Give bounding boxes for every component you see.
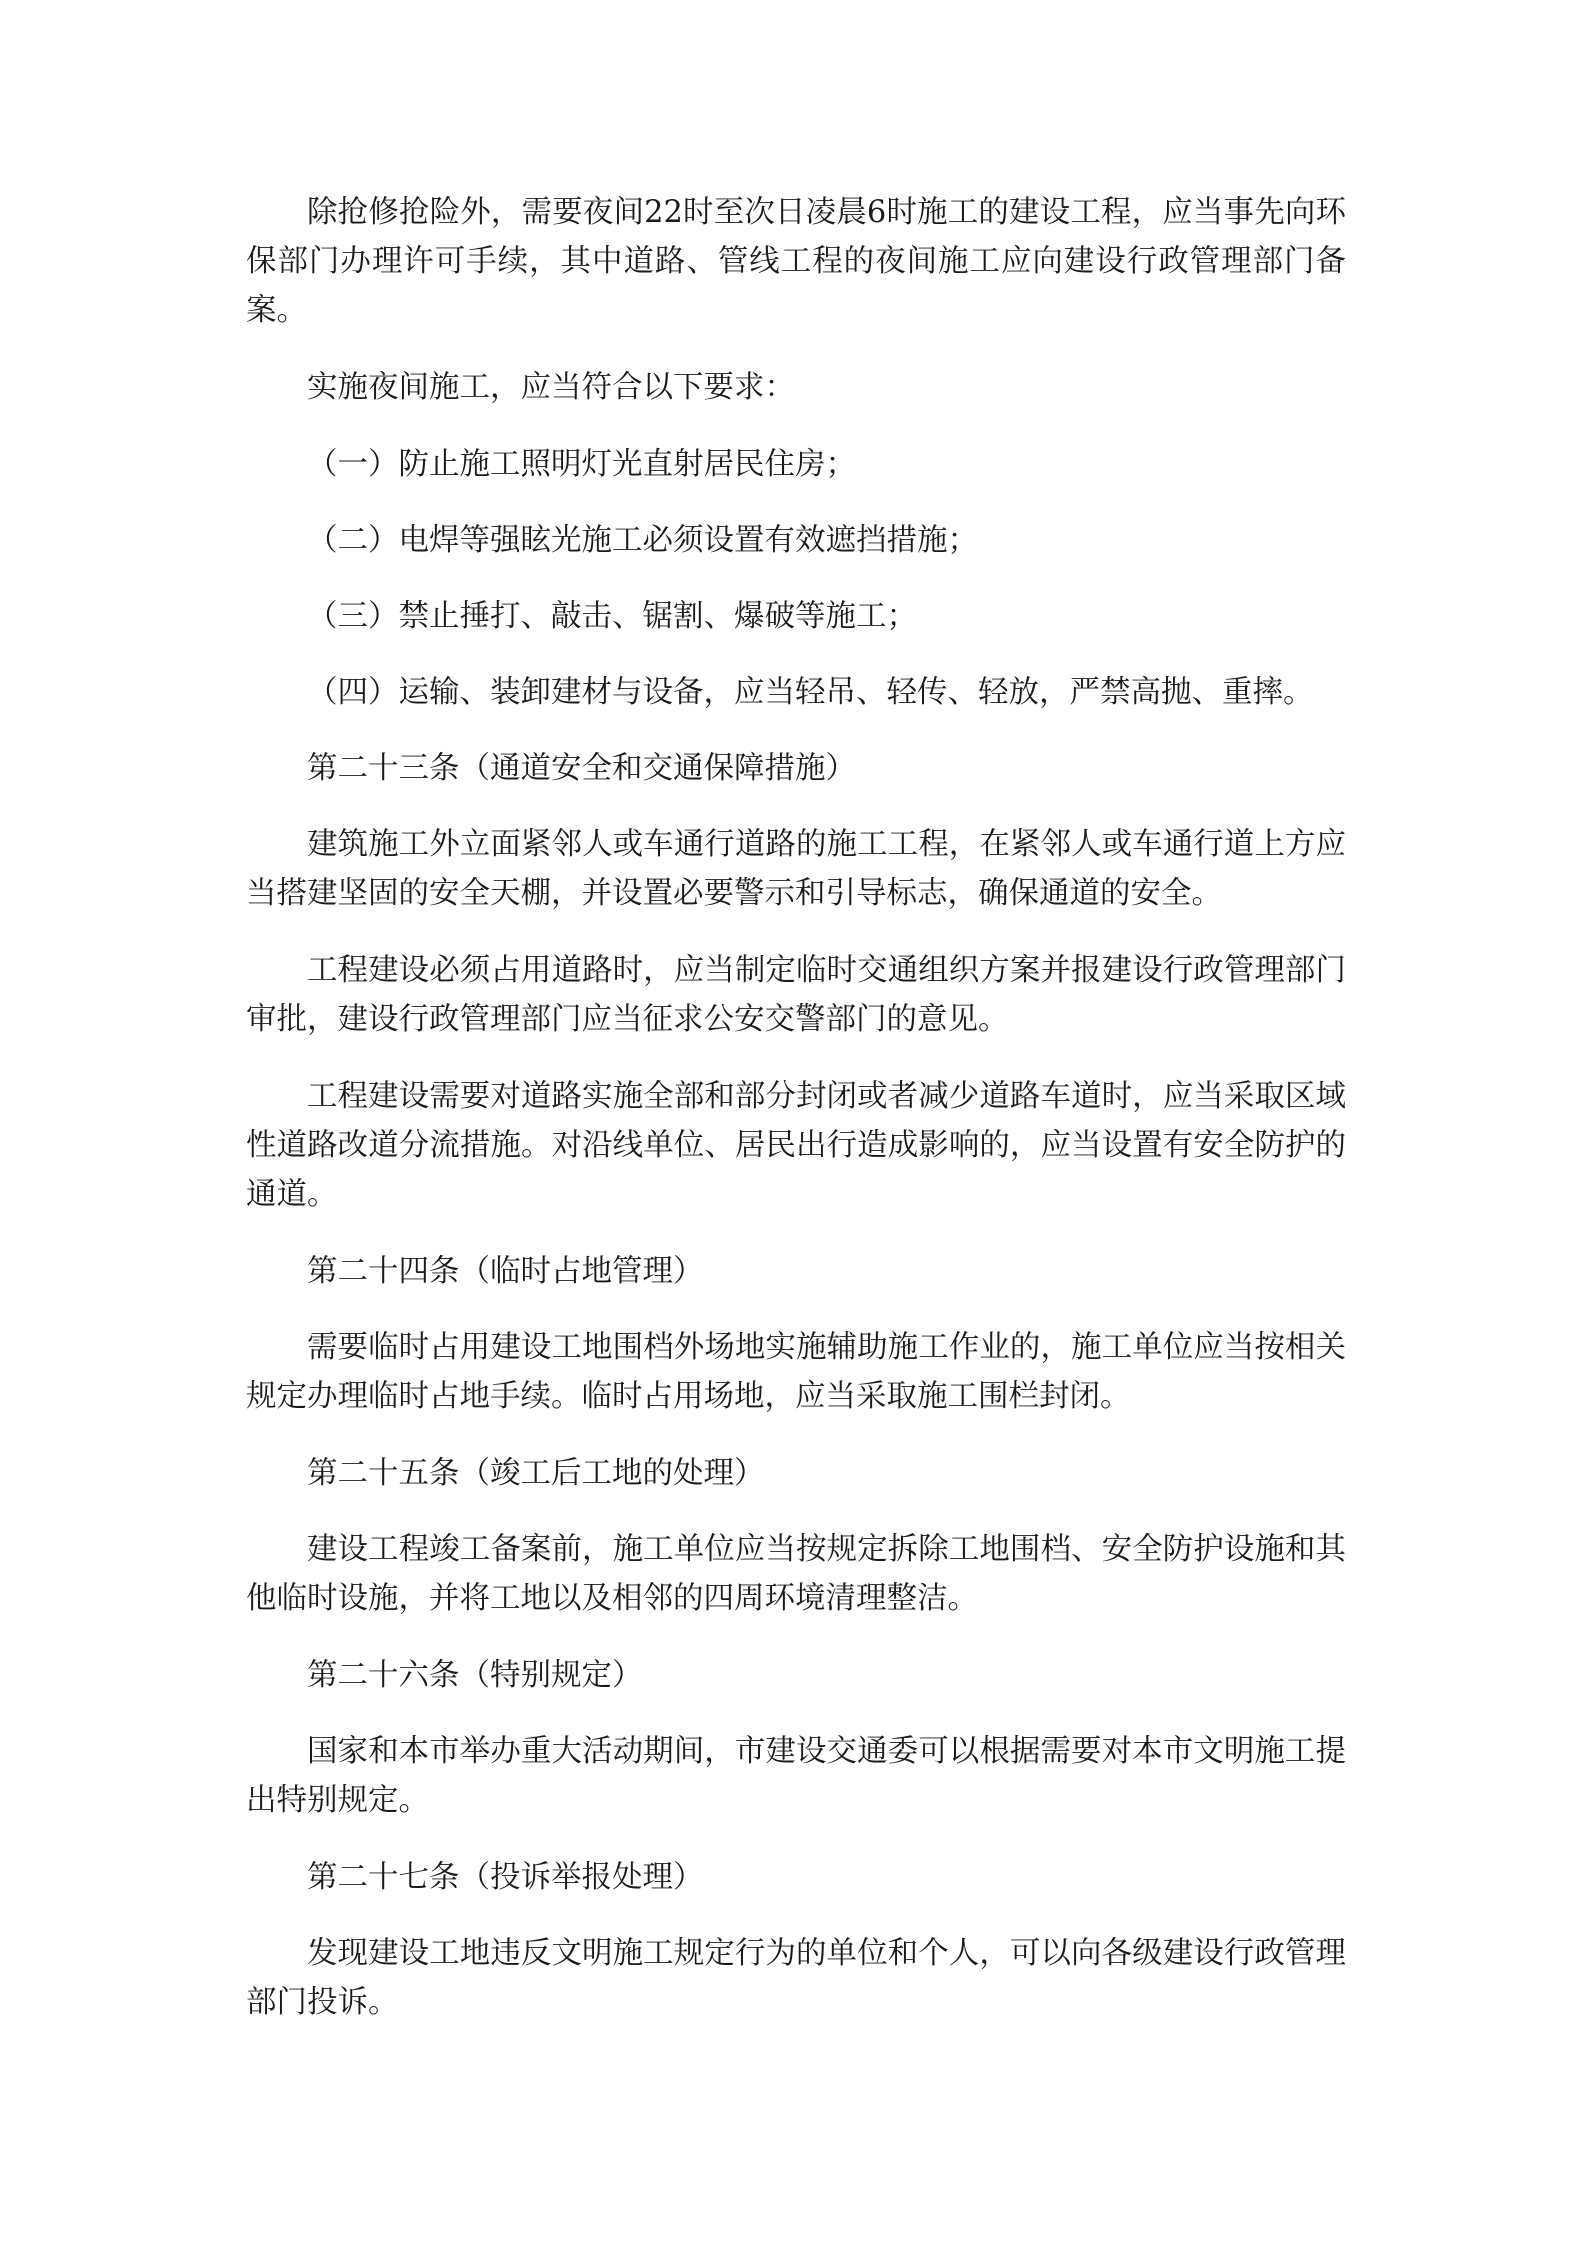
article-27-heading: 第二十七条（投诉举报处理）	[307, 1860, 704, 1895]
list-item-1: （一）防止施工照明灯光直射居民住房；	[307, 447, 856, 482]
paragraph-road-closure: 工程建设需要对道路实施全部和部分封闭或者减少道路车道时，应当采取区域性道路改道分流措施。对沿线单位、居民出行造成影响的，应当设置有安全防护的通道。	[246, 1079, 1346, 1212]
paragraph-safety-canopy: 建筑施工外立面紧邻人或车通行道路的施工工程，在紧邻人或车通行道上方应当搭建坚固的安全天棚，并设置必要警示和引导标志，确保通道的安全。	[246, 827, 1346, 911]
paragraph-night-work-permit: 除抢修抢险外，需要夜间22时至次日凌晨6时施工的建设工程，应当事先向环保部门办理许可手续，其中道路、管线工程的夜间施工应向建设行政管理部门备案。	[246, 195, 1346, 328]
article-25-heading: 第二十五条（竣工后工地的处理）	[307, 1456, 765, 1491]
article-23-heading: 第二十三条（通道安全和交通保障措施）	[307, 751, 856, 786]
paragraph-road-occupation: 工程建设必须占用道路时，应当制定临时交通组织方案并报建设行政管理部门审批，建设行政管理部门应当征求公安交警部门的意见。	[246, 953, 1346, 1037]
document-body	[246, 188, 1346, 2055]
article-26-heading: 第二十六条（特别规定）	[307, 1658, 643, 1693]
paragraph-complaints: 发现建设工地违反文明施工规定行为的单位和个人，可以向各级建设行政管理部门投诉。	[246, 1936, 1346, 2020]
paragraph-site-cleanup: 建设工程竣工备案前，施工单位应当按规定拆除工地围档、安全防护设施和其他临时设施，并将工地以及相邻的四周环境清理整洁。	[246, 1532, 1346, 1616]
paragraph-special-provisions: 国家和本市举办重大活动期间，市建设交通委可以根据需要对本市文明施工提出特别规定。	[246, 1734, 1346, 1818]
list-item-3: （三）禁止捶打、敲击、锯割、爆破等施工；	[307, 599, 917, 634]
article-24-heading: 第二十四条（临时占地管理）	[307, 1254, 704, 1289]
paragraph-temporary-land-use: 需要临时占用建设工地围档外场地实施辅助施工作业的，施工单位应当按相关规定办理临时占地手续。临时占用场地，应当采取施工围栏封闭。	[246, 1330, 1346, 1414]
list-item-2: （二）电焊等强眩光施工必须设置有效遮挡措施；	[307, 523, 978, 558]
paragraph-night-work-requirements: 实施夜间施工，应当符合以下要求：	[307, 370, 795, 405]
list-item-4: （四）运输、装卸建材与设备，应当轻吊、轻传、轻放，严禁高抛、重摔。	[307, 675, 1314, 710]
